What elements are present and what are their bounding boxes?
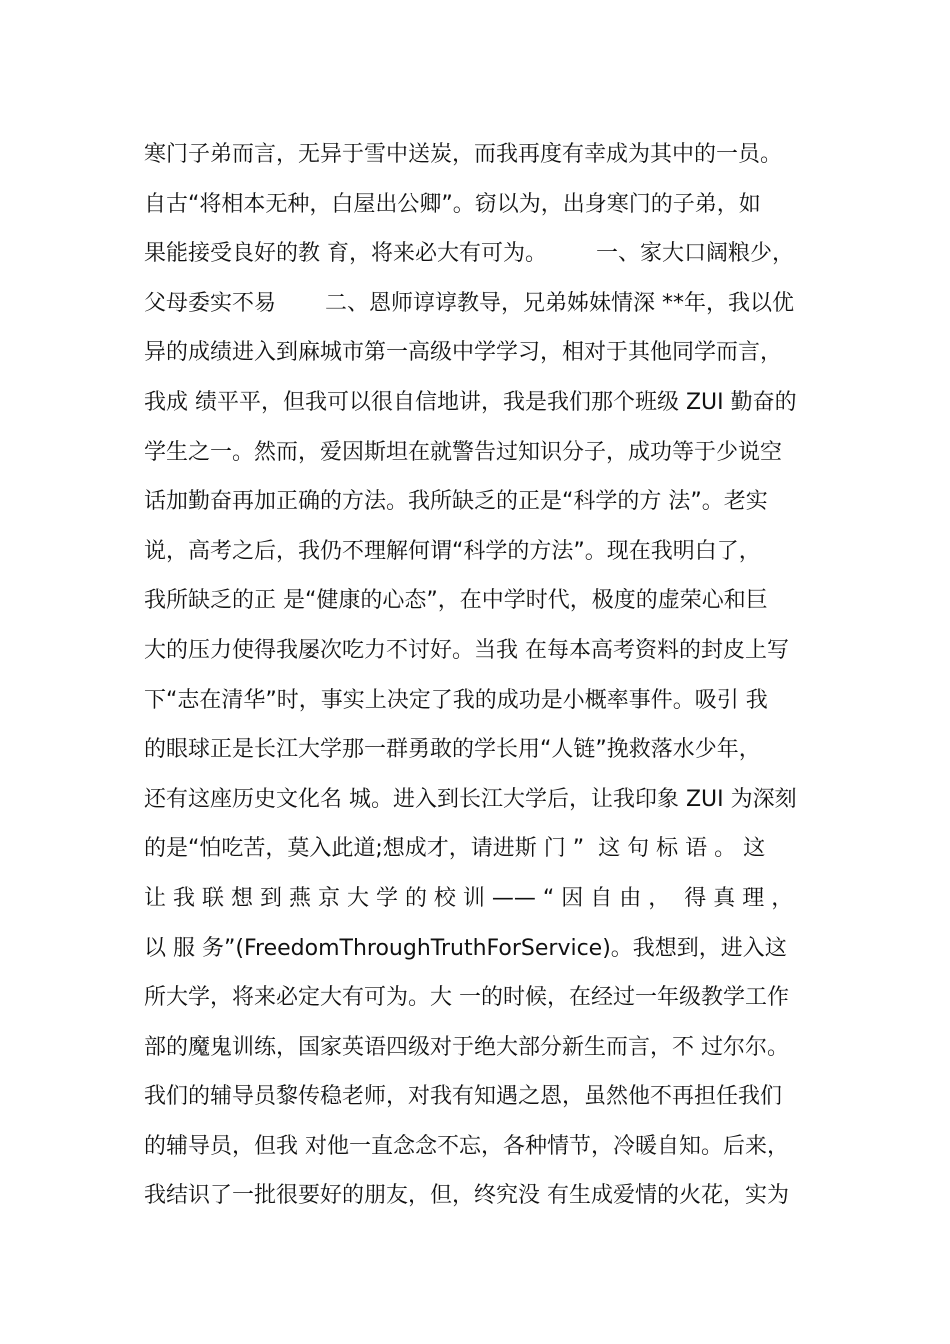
document-body (144, 130, 814, 1221)
text-line: 我们的辅导员黎传稳老师，对我有知遇之恩，虽然他不再担任我们 (144, 1084, 783, 1110)
text-line: 下“志在清华”时，事实上决定了我的成功是小概率事件。吸引 我 (144, 687, 768, 713)
text-line: 还有这座历史文化名 城。进入到长江大学后，让我印象 ZUI 为深刻 (144, 786, 797, 812)
text-line: 让 我 联 想 到 燕 京 大 学 的 校 训 —— “ 因 自 由 ， 得 真 理 ， (144, 885, 794, 911)
text-line: 大的压力使得我屡次吃力不讨好。当我 在每本高考资料的封皮上写 (144, 637, 789, 663)
text-line: 父母委实不易 二、恩师谆谆教导，兄弟姊妹情深 **年，我以优 (144, 290, 794, 316)
text-line: 的眼球正是长江大学那一群勇敢的学长用“人链”挽救落水少年， (144, 737, 761, 763)
text-line: 寒门子弟而言，无异于雪中送炭，而我再度有幸成为其中的一员。 (144, 142, 783, 167)
text-line: 我结识了一批很要好的朋友，但，终究没 有生成爱情的火花，实为 (144, 1183, 789, 1209)
text-line: 的辅导员，但我 对他一直念念不忘，各种情节，冷暖自知。后来， (144, 1133, 789, 1159)
text-line: 以 服 务”(FreedomThroughTruthForService)。我想到，进入这 (144, 935, 787, 961)
text-line: 自古“将相本无种，白屋出公卿”。窃以为，出身寒门的子弟，如 (144, 191, 761, 217)
text-line: 果能接受良好的教 育，将来必大有可为。 一、家大口阔粮少， (144, 241, 794, 267)
text-line: 的是“怕吃苦，莫入此道;想成才，请进斯 门 ” 这 句 标 语 。 这 (144, 836, 766, 862)
text-line: 部的魔鬼训练，国家英语四级对于绝大部分新生而言，不 过尔尔。 (144, 1034, 789, 1060)
text-line: 异的成绩进入到麻城市第一高级中学学习，相对于其他同学而言， (144, 340, 783, 366)
text-line: 话加勤奋再加正确的方法。我所缺乏的正是“科学的方 法”。老实 (144, 489, 768, 515)
text-line: 我所缺乏的正 是“健康的心态”，在中学时代，极度的虚荣心和巨 (144, 588, 768, 614)
text-line: 说，高考之后，我仍不理解何谓“科学的方法”。现在我明白了， (144, 538, 761, 564)
text-line: 学生之一。然而，爱因斯坦在就警告过知识分子，成功等于少说空 (144, 439, 783, 465)
text-line: 所大学，将来必定大有可为。大 一的时候，在经过一年级教学工作 (144, 985, 789, 1011)
text-line: 我成 绩平平，但我可以很自信地讲，我是我们那个班级 ZUI 勤奋的 (144, 389, 797, 415)
